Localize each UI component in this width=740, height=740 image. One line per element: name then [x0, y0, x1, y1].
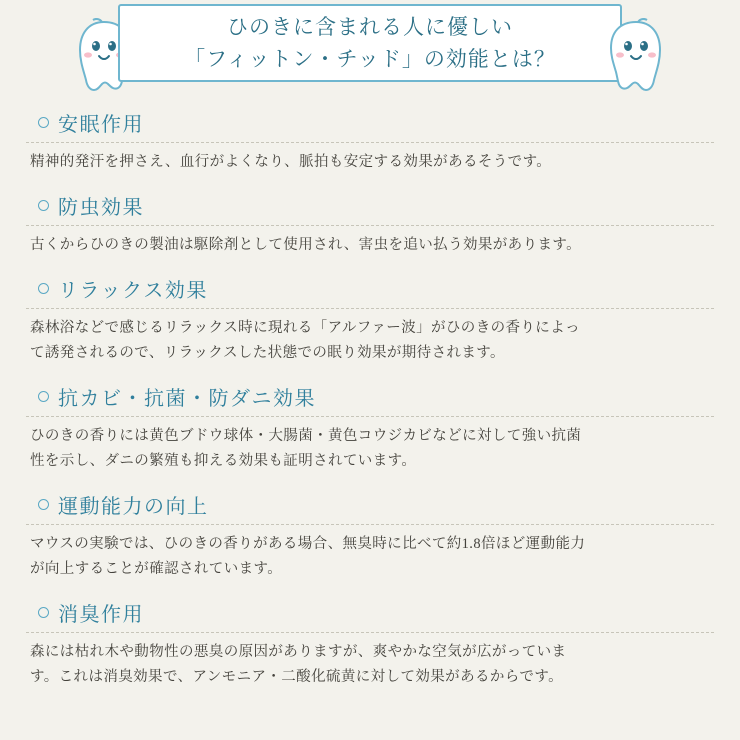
body-line: 森には枯れ木や動物性の悪臭の原因がありますが、爽やかな空気が広がっていま: [30, 644, 567, 660]
section-heading: [26, 490, 714, 519]
section-title: リラックス効果: [58, 280, 208, 302]
section-body: [26, 640, 714, 690]
section-title: 安眠作用: [58, 114, 144, 136]
section-heading: [26, 274, 714, 303]
section-title: 防虫効果: [58, 197, 144, 219]
section-deodorant: [26, 598, 714, 690]
section-exercise: [26, 490, 714, 582]
section-body: [26, 233, 714, 258]
section-body: [26, 150, 714, 175]
section-bochu: [26, 191, 714, 258]
section-title: 抗カビ・抗菌・防ダニ効果: [58, 388, 316, 410]
divider: [26, 524, 714, 525]
divider: [26, 308, 714, 309]
body-line: 性を示し、ダニの繁殖も抑える効果も証明されています。: [30, 453, 417, 469]
content: [0, 100, 740, 690]
circle-outline-icon: [38, 200, 49, 211]
circle-outline-icon: [38, 283, 49, 294]
body-line: て誘発されるので、リラックスした状態での眠り効果が期待されます。: [30, 345, 505, 361]
section-anmin: [26, 108, 714, 175]
mascot-character-icon-right: [604, 18, 668, 94]
body-line: マウスの実験では、ひのきの香りがある場合、無臭時に比べて約1.8倍ほど運動能力: [30, 536, 586, 552]
section-heading: [26, 108, 714, 137]
title-banner: [118, 4, 622, 82]
section-antibacterial: [26, 382, 714, 474]
title-line-1: ひのきに含まれる人に優しい: [227, 15, 513, 39]
body-line: が向上することが確認されています。: [30, 561, 283, 577]
circle-outline-icon: [38, 499, 49, 510]
title-line-2: 「フィットン・チッド」の効能とは？: [184, 47, 556, 71]
body-line: 精神的発汗を押さえ、血行がよくなり、脈拍も安定する効果があるそうです。: [30, 154, 552, 170]
divider: [26, 225, 714, 226]
body-line: 古くからひのきの製油は駆除剤として使用され、害虫を追い払う効果があります。: [30, 237, 582, 253]
body-line: 森林浴などで感じるリラックス時に現れる「アルファー波」がひのきの香りによっ: [30, 320, 580, 336]
section-heading: [26, 382, 714, 411]
section-body: [26, 532, 714, 582]
section-heading: [26, 598, 714, 627]
divider: [26, 632, 714, 633]
section-title: 消臭作用: [58, 604, 144, 626]
section-title: 運動能力の向上: [58, 496, 209, 518]
circle-outline-icon: [38, 391, 49, 402]
section-body: [26, 316, 714, 366]
divider: [26, 416, 714, 417]
section-relax: [26, 274, 714, 366]
body-line: す。これは消臭効果で、アンモニア・二酸化硫黄に対して効果があるからです。: [30, 669, 564, 685]
circle-outline-icon: [38, 117, 49, 128]
section-heading: [26, 191, 714, 220]
body-line: ひのきの香りには黄色ブドウ球体・大腸菌・黄色コウジカビなどに対して強い抗菌: [30, 428, 582, 444]
header: [0, 0, 740, 100]
section-body: [26, 424, 714, 474]
circle-outline-icon: [38, 607, 49, 618]
divider: [26, 142, 714, 143]
